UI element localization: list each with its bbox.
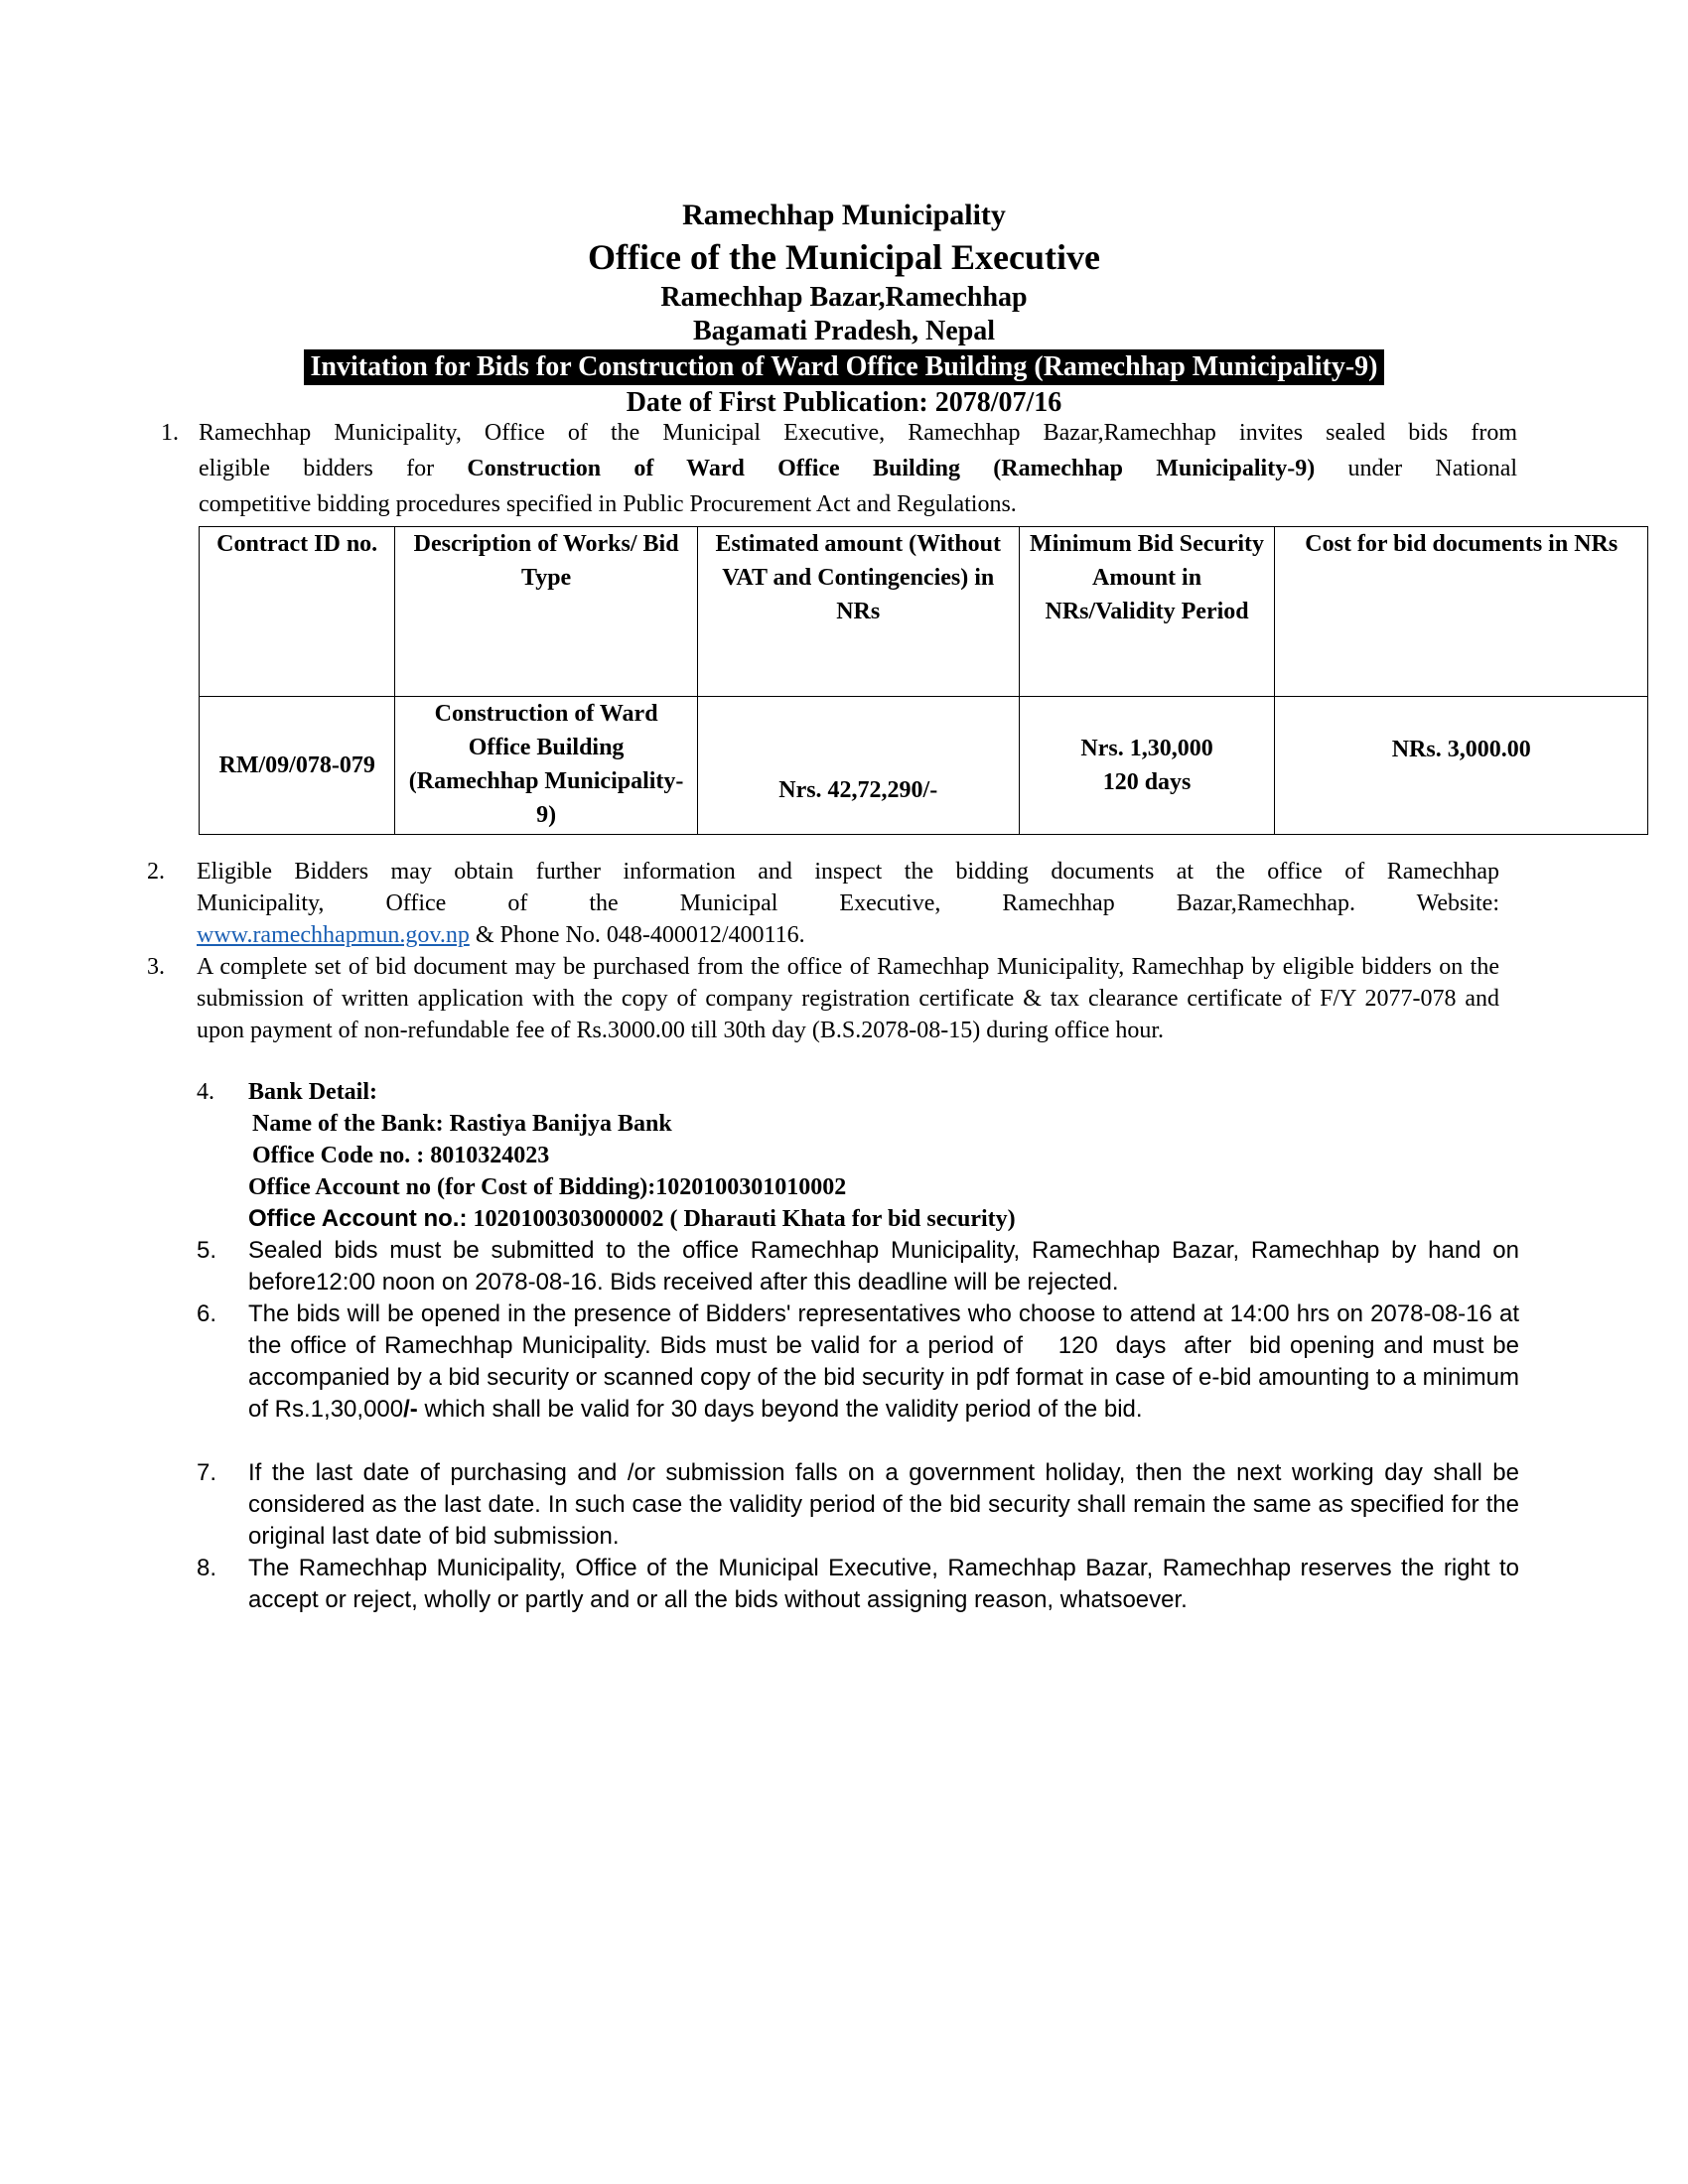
item-4-number: 4. — [197, 1079, 214, 1105]
item-1-line-2-pre: eligible bidders for — [199, 456, 435, 481]
notice-banner-text: Invitation for Bids for Construction of Ward Office Building (Ramechhap Municipality-9) — [304, 349, 1385, 385]
item-3 — [147, 951, 1499, 1046]
item-6-text-b: which shall be valid for 30 days beyond the validity period of the bid. — [417, 1396, 1143, 1423]
table-header-row — [200, 527, 1648, 697]
header-description: Description of Works/ Bid Type — [395, 527, 697, 697]
item-8-text: The Ramechhap Municipality, Office of the Municipal Executive, Ramechhap Bazar, Ramechhap reserves the right to accept or reject, wholly or partly and or all the bids without assigning reason, whatsoever. — [248, 1555, 1519, 1613]
cell-security — [1019, 697, 1275, 835]
header-contract-id: Contract ID no. — [200, 527, 395, 697]
publication-date: Date of First Publication: 2078/07/16 — [626, 387, 1062, 418]
item-2-line-2: Municipality, Office of the Municipal Executive, Ramechhap Bazar,Ramechhap. Website: — [197, 890, 1499, 916]
item-7-number: 7. — [197, 1459, 217, 1486]
item-6-text-bold: /- — [403, 1396, 418, 1423]
item-6-text — [248, 1298, 1526, 1426]
notice-banner — [0, 349, 1688, 385]
cell-document-cost: NRs. 3,000.00 — [1275, 697, 1648, 835]
item-7-text: If the last date of purchasing and /or submission falls on a government holiday, then the next working day shall be considered as the last date. In such case the validity period of the bid security shall remain the same as specified for the original last date of bid submission. — [248, 1459, 1519, 1550]
header-document-cost: Cost for bid documents in NRs — [1275, 527, 1648, 697]
account-bid-security — [248, 1203, 1016, 1235]
item-1-line-2-post: under National — [1347, 456, 1518, 481]
header-bid-security: Minimum Bid Security Amount in NRs/Validity Period — [1019, 527, 1275, 697]
item-3-text: A complete set of bid document may be purchased from the office of Ramechhap Municipality, Ramechhap by eligible bidders on the submission of written application with the copy of company registration certificate & tax clearance certificate of F/Y 2077-078 and upon payment of non-refundable fee of Rs.3000.00 till 30th day (B.S.2078-08-15) during office hour. — [197, 954, 1499, 1043]
bank-detail-title: Bank Detail: — [248, 1079, 378, 1105]
cell-estimate: Nrs. 42,72,290/- — [697, 697, 1019, 835]
item-8-number: 8. — [197, 1555, 217, 1581]
address-line-2: Bagamati Pradesh, Nepal — [692, 316, 996, 346]
table-row — [200, 697, 1648, 835]
bank-name: Name of the Bank: Rastiya Banijya Bank — [252, 1111, 672, 1137]
item-6-number: 6. — [197, 1300, 217, 1327]
item-1-project-name: Construction of Ward Office Building (Ramechhap Municipality-9) — [467, 456, 1316, 481]
item-5-text: Sealed bids must be submitted to the office Ramechhap Municipality, Ramechhap Bazar, Ramechhap by hand on before12:00 noon on 2078-08-16. Bids received after this deadline will be rejected. — [248, 1237, 1519, 1296]
item-1-line-2 — [199, 451, 1517, 486]
account-bid-security-value: 1020100303000002 ( Dharauti Khata for bid security) — [467, 1206, 1016, 1232]
cell-contract-id: RM/09/078-079 — [200, 697, 395, 835]
cell-security-validity: 120 days — [1102, 769, 1192, 795]
item-2 — [147, 856, 1499, 951]
cell-security-amount: Nrs. 1,30,000 — [1080, 736, 1213, 761]
website-link[interactable]: www.ramechhapmun.gov.np — [197, 922, 470, 948]
address-line-1: Ramechhap Bazar,Ramechhap — [660, 282, 1028, 313]
item-3-number: 3. — [147, 954, 165, 980]
item-1-line-3: competitive bidding procedures specified in Public Procurement Act and Regulations. — [199, 491, 1017, 517]
bid-table — [199, 526, 1648, 835]
item-6-text-a: The bids will be opened in the presence of Bidders' representatives who choose to attend at 14:00 hrs on 2078-08-16 at the office of Ramechhap Municipality. Bids must be valid for a period of 120 days after bid opening and must be accompanied by a bid security or scanned copy of the bid security in pdf format in case of e-bid amounting to a minimum of Rs.1,30,000 — [248, 1300, 1526, 1423]
office-code: Office Code no. : 8010324023 — [252, 1143, 550, 1168]
item-2-phone: & Phone No. 048-400012/400116. — [469, 922, 805, 948]
item-2-line-3 — [197, 919, 1499, 951]
item-5-number: 5. — [197, 1237, 217, 1264]
item-1-line-1: Ramechhap Municipality, Office of the Municipal Executive, Ramechhap Bazar,Ramechhap invites sealed bids from — [199, 420, 1517, 446]
item-2-line-1: Eligible Bidders may obtain further information and inspect the bidding documents at the office of Ramechhap — [197, 859, 1499, 885]
item-2-number: 2. — [147, 859, 165, 885]
cell-description: Construction of Ward Office Building (Ramechhap Municipality-9) — [395, 697, 697, 835]
account-cost-of-bidding: Office Account no (for Cost of Bidding):1020100301010002 — [248, 1174, 847, 1200]
account-bid-security-label: Office Account no.: — [248, 1205, 468, 1232]
header-estimated-amount: Estimated amount (Without VAT and Contingencies) in NRs — [697, 527, 1019, 697]
municipality-name: Ramechhap Municipality — [682, 199, 1006, 231]
office-title: Office of the Municipal Executive — [588, 237, 1100, 277]
item-1-number: 1. — [161, 420, 179, 446]
